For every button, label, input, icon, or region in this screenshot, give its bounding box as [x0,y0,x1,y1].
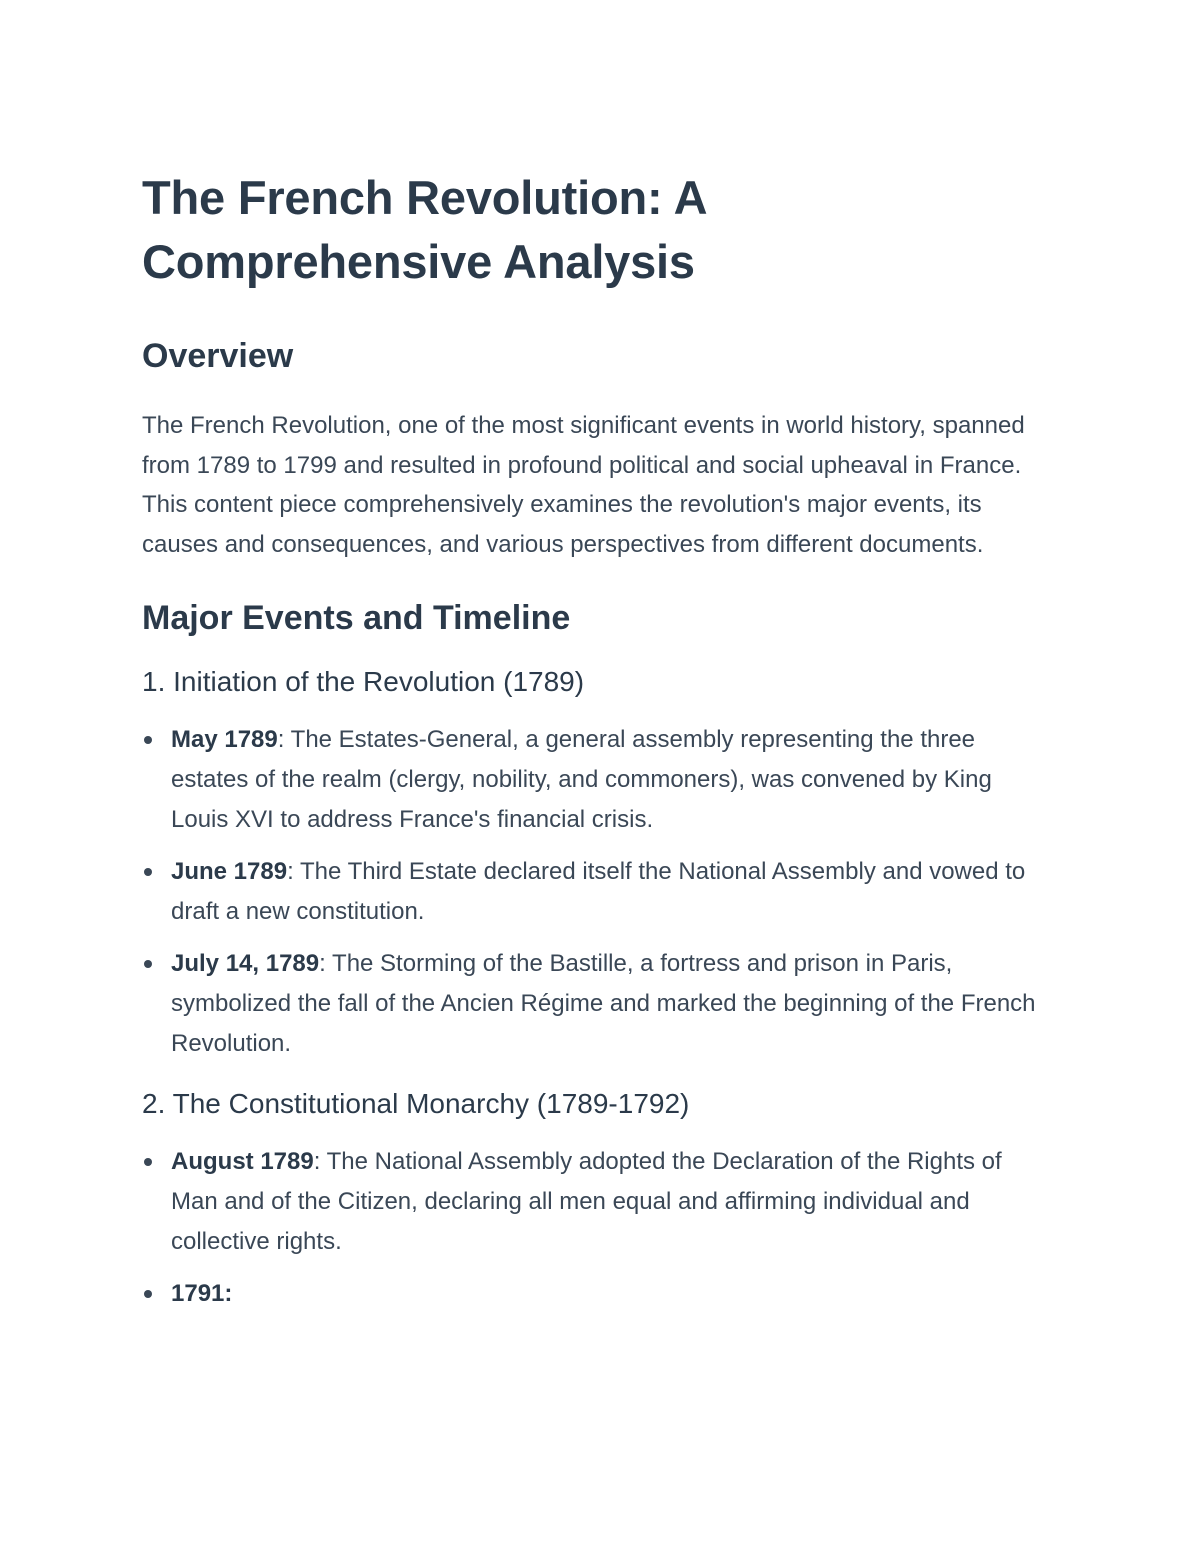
event-text: : The Estates-General, a general assembly representing the three estates of the realm (clergy, nobility, and commoners), was convened by King Louis XVI to address France's financial crisis. [171,726,992,833]
list-item [142,1142,1052,1262]
document-title: The French Revolution: A Comprehensive Analysis [142,171,706,288]
event-text: : The National Assembly adopted the Declaration of the Rights of Man and of the Citizen, declaring all men equal and affirming individual and collective rights. [171,1148,1002,1255]
event-date: July 14, 1789 [171,950,320,977]
event-text: : The Third Estate declared itself the National Assembly and vowed to draft a new constitution. [171,858,1026,925]
document-page [142,166,1052,1326]
list-item [142,852,1052,932]
list-item [142,1274,1052,1314]
event-date: 1791: [171,1280,233,1307]
bullet-icon [144,960,152,968]
event-date: June 1789 [171,858,288,885]
event-date: May 1789 [171,726,278,753]
bullet-icon [144,1158,152,1166]
list-item [142,944,1052,1064]
section-heading-constitutional-monarchy: 2. The Constitutional Monarchy (1789-1792) [142,1088,690,1119]
bullet-icon [144,736,152,744]
section-heading-initiation: 1. Initiation of the Revolution (1789) [142,666,585,697]
bullet-icon [144,1290,152,1298]
bullet-icon [144,868,152,876]
list-item [142,720,1052,840]
overview-paragraph: The French Revolution, one of the most significant events in world history, spanned from 1789 to 1799 and resulted in profound political and social upheaval in France. This content piece comprehensively examines the revolution's major events, its causes and consequences, and various perspectives from different documents. [142,412,1025,558]
event-date: August 1789 [171,1148,314,1175]
event-list-initiation [142,720,1052,1064]
event-list-constitutional-monarchy [142,1142,1052,1314]
overview-heading: Overview [142,337,294,375]
event-text: : The Storming of the Bastille, a fortress and prison in Paris, symbolized the fall of the Ancien Régime and marked the beginning of the French Revolution. [171,950,1036,1057]
major-events-heading: Major Events and Timeline [142,599,571,637]
